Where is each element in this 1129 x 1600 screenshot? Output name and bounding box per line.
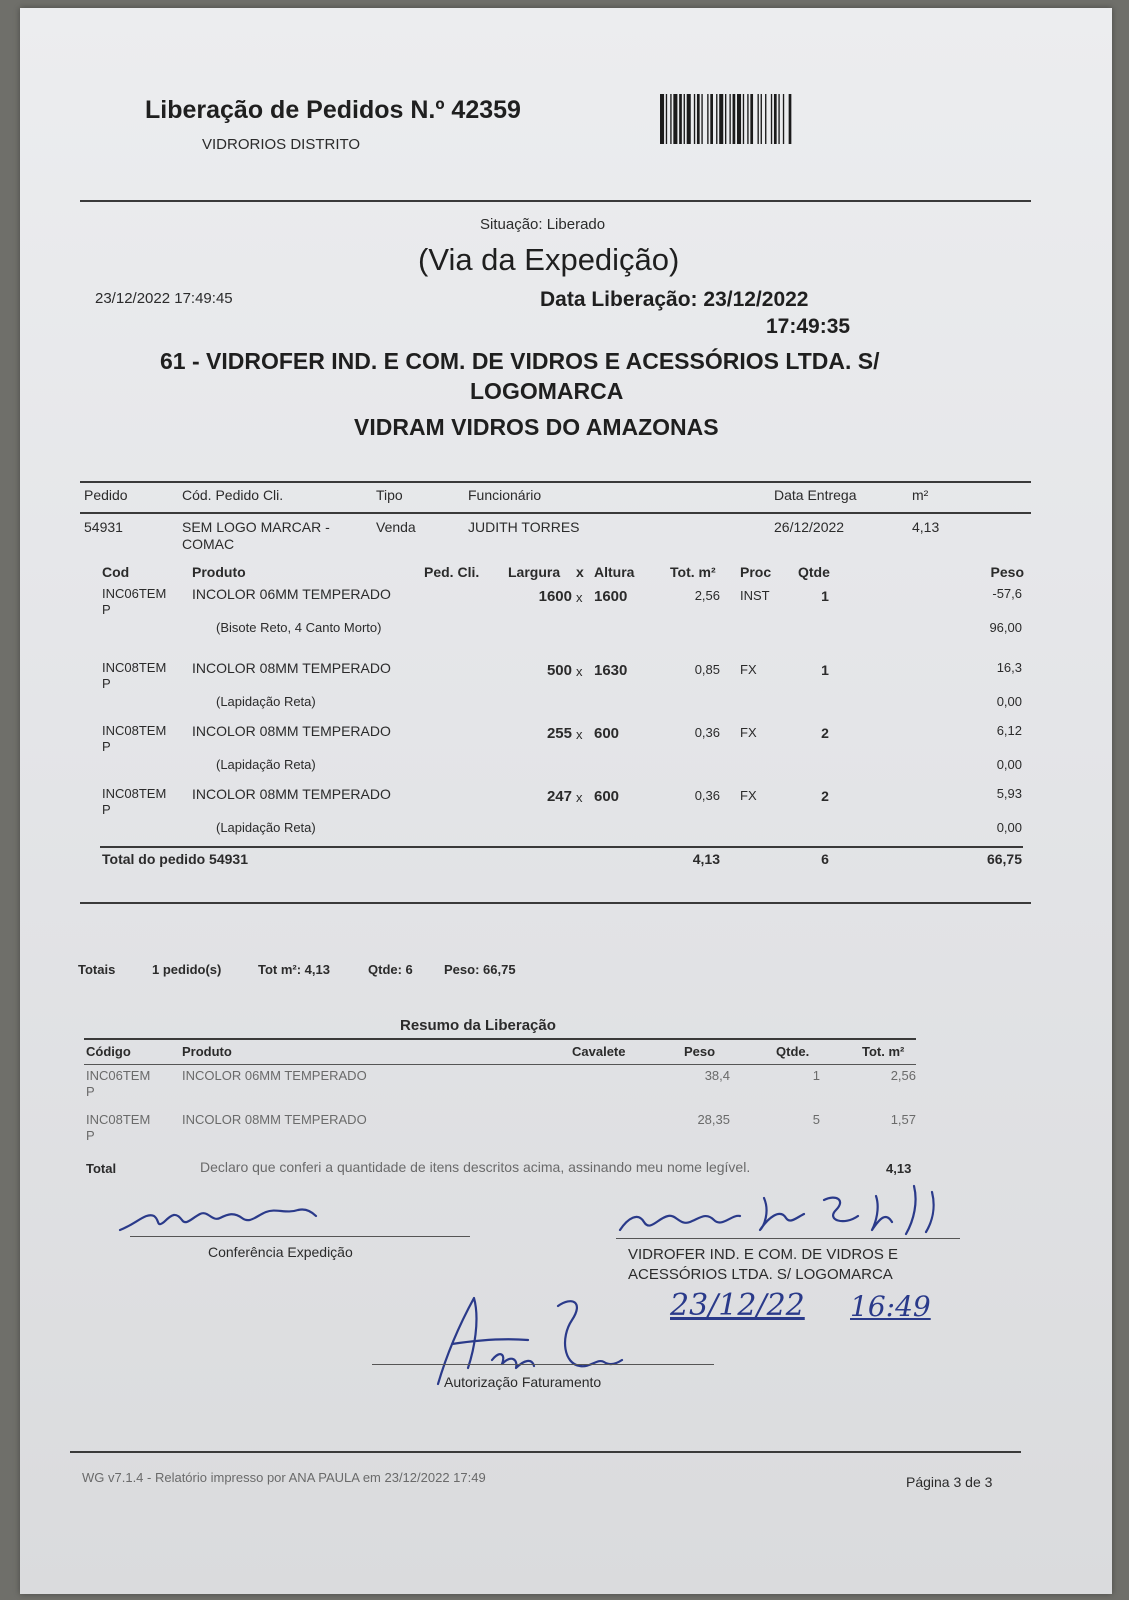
item-cod-suffix: P — [102, 676, 111, 691]
resumo-tot-m2: 1,57 — [890, 1112, 916, 1127]
divider — [80, 512, 1031, 514]
totals-m2: Tot m²: 4,13 — [258, 962, 330, 977]
barcode-bar — [774, 94, 777, 144]
item-peso2: 96,00 — [989, 620, 1022, 635]
barcode-bar — [778, 94, 779, 144]
resumo-produto: INCOLOR 08MM TEMPERADO — [182, 1112, 367, 1127]
barcode-bar — [789, 94, 792, 144]
item-largura: 1600 — [538, 588, 572, 605]
barcode-bar — [765, 94, 766, 144]
order-col-cod-cli: Cód. Pedido Cli. — [182, 487, 284, 503]
item-largura: 255 — [546, 725, 572, 742]
handwritten-date: 23/12/22 — [670, 1288, 805, 1323]
item-altura: 600 — [594, 725, 620, 742]
situacao-label: Situação: Liberado — [480, 216, 606, 233]
item-proc: INST — [740, 588, 770, 603]
resumo-produto: INCOLOR 06MM TEMPERADO — [182, 1068, 367, 1083]
barcode-bar — [666, 94, 667, 144]
resumo-col-codigo: Código — [86, 1044, 131, 1059]
order-col-tipo: Tipo — [376, 487, 403, 503]
company-name: VIDRORIOS DISTRITO — [202, 136, 361, 153]
data-liberacao: Data Liberação: 23/12/2022 — [540, 288, 809, 311]
item-proc: FX — [740, 662, 757, 677]
item-peso2: 0,00 — [996, 694, 1022, 709]
barcode-bar — [771, 94, 772, 144]
print-datetime: 23/12/2022 17:49:45 — [95, 290, 233, 307]
declaracao-text: Declaro que conferi a quantidade de itens descritos acima, assinando meu nome legível. — [200, 1159, 751, 1175]
item-produto: INCOLOR 08MM TEMPERADO — [192, 786, 391, 802]
footer-printed-by: WG v7.1.4 - Relatório impresso por ANA PAULA em 23/12/2022 17:49 — [82, 1470, 486, 1485]
item-processo: (Lapidação Reta) — [216, 694, 316, 709]
order-m2: 4,13 — [912, 519, 940, 535]
signature-cliente — [614, 1178, 954, 1242]
order-cod-cli-1: SEM LOGO MARCAR - — [182, 519, 330, 535]
signature-line — [130, 1236, 470, 1237]
barcode-bar — [660, 94, 664, 144]
item-largura: 500 — [546, 662, 572, 679]
resumo-qtde: 5 — [812, 1112, 820, 1127]
item-altura: 600 — [594, 788, 620, 805]
hora-liberacao: 17:49:35 — [766, 315, 851, 338]
item-x: x — [576, 664, 583, 679]
resumo-tot-m2: 2,56 — [890, 1068, 916, 1083]
item-cod: INC08TEM — [102, 660, 167, 675]
item-proc: FX — [740, 725, 757, 740]
item-col-cod: Cod — [102, 564, 130, 580]
item-x: x — [576, 790, 583, 805]
item-qtde: 1 — [821, 588, 829, 604]
resumo-col-cavalete: Cavalete — [572, 1044, 626, 1059]
item-col-peso: Peso — [990, 564, 1024, 580]
item-cod-suffix: P — [102, 739, 111, 754]
order-data-entrega: 26/12/2022 — [774, 519, 845, 535]
barcode-bar — [737, 94, 741, 144]
resumo-codigo: INC08TEM — [86, 1112, 151, 1127]
signature-autorizacao — [408, 1280, 638, 1388]
cliente-line-2: ACESSÓRIOS LTDA. S/ LOGOMARCA — [628, 1266, 893, 1283]
item-cod: INC08TEM — [102, 723, 167, 738]
item-peso2: 0,00 — [996, 820, 1022, 835]
resumo-col-tot-m2: Tot. m² — [862, 1044, 905, 1059]
order-tipo: Venda — [376, 519, 416, 535]
footer-page: Página 3 de 3 — [906, 1474, 993, 1490]
item-col-x: x — [576, 564, 584, 580]
item-cod-suffix: P — [102, 802, 111, 817]
divider — [100, 846, 1023, 848]
item-tot-m2: 0,85 — [694, 662, 720, 677]
item-processo: (Lapidação Reta) — [216, 757, 316, 772]
resumo-col-qtde: Qtde. — [776, 1044, 810, 1059]
item-tot-m2: 2,56 — [694, 588, 720, 603]
divider — [84, 1038, 916, 1040]
item-processo: (Bisote Reto, 4 Canto Morto) — [216, 620, 382, 635]
barcode-bar — [694, 94, 695, 144]
totals-label: Totais — [78, 962, 116, 977]
resumo-codigo: INC06TEM — [86, 1068, 151, 1083]
totals-pedidos: 1 pedido(s) — [152, 962, 222, 977]
divider — [84, 1064, 916, 1065]
barcode-bar — [761, 94, 762, 144]
order-total-label: Total do pedido 54931 — [102, 851, 248, 867]
barcode-bar — [687, 94, 691, 144]
signature-line — [372, 1364, 714, 1365]
handwritten-time: 16:49 — [850, 1290, 931, 1323]
signature-line — [616, 1238, 960, 1239]
order-total-m2: 4,13 — [692, 851, 720, 867]
item-col-qtde: Qtde — [798, 564, 830, 580]
barcode-bar — [701, 94, 702, 144]
divider — [70, 1451, 1021, 1453]
resumo-col-produto: Produto — [182, 1044, 232, 1059]
item-x: x — [576, 590, 583, 605]
item-peso2: 0,00 — [996, 757, 1022, 772]
item-proc: FX — [740, 788, 757, 803]
item-cod-suffix: P — [102, 602, 111, 617]
order-col-funcionario: Funcionário — [468, 487, 542, 503]
item-produto: INCOLOR 08MM TEMPERADO — [192, 723, 391, 739]
totals-peso: Peso: 66,75 — [444, 962, 516, 977]
item-col-tot-m2: Tot. m² — [670, 564, 716, 580]
item-peso: -57,6 — [992, 586, 1022, 601]
totals-qtde: Qtde: 6 — [368, 962, 413, 977]
item-altura: 1600 — [594, 588, 628, 605]
resumo-qtde: 1 — [812, 1068, 820, 1083]
item-cod: INC08TEM — [102, 786, 167, 801]
resumo-total-label: Total — [86, 1161, 117, 1176]
order-col-data-entrega: Data Entrega — [774, 487, 857, 503]
barcode-bar — [670, 94, 671, 144]
item-peso: 5,93 — [996, 786, 1022, 801]
item-produto: INCOLOR 06MM TEMPERADO — [192, 586, 391, 602]
barcode-bar — [747, 94, 748, 144]
barcode-bar — [733, 94, 736, 144]
barcode-bar — [679, 94, 682, 144]
item-processo: (Lapidação Reta) — [216, 820, 316, 835]
item-col-largura: Largura — [508, 564, 561, 580]
cliente-line-1: VIDROFER IND. E COM. DE VIDROS E — [628, 1246, 899, 1263]
item-altura: 1630 — [594, 662, 628, 679]
item-col-ped-cli: Ped. Cli. — [424, 564, 480, 580]
resumo-peso: 38,4 — [704, 1068, 730, 1083]
order-pedido: 54931 — [84, 519, 123, 535]
barcode-bar — [729, 94, 730, 144]
client-line-3: VIDRAM VIDROS DO AMAZONAS — [354, 414, 719, 440]
via-label: (Via da Expedição) — [418, 242, 680, 277]
item-produto: INCOLOR 08MM TEMPERADO — [192, 660, 391, 676]
barcode-bar — [758, 94, 759, 144]
order-col-pedido: Pedido — [84, 487, 128, 503]
item-peso: 6,12 — [996, 723, 1022, 738]
resumo-col-peso: Peso — [684, 1044, 716, 1059]
divider — [80, 200, 1031, 202]
barcode-bar — [707, 94, 708, 144]
barcode-bar — [750, 94, 753, 144]
signature-conferencia — [116, 1194, 326, 1238]
autorizacao-label: Autorização Faturamento — [444, 1374, 602, 1390]
item-col-altura: Altura — [594, 564, 635, 580]
resumo-codigo-suffix: P — [86, 1128, 95, 1143]
item-col-produto: Produto — [192, 564, 246, 580]
item-tot-m2: 0,36 — [694, 725, 720, 740]
barcode-bar — [697, 94, 700, 144]
barcode-bar — [710, 94, 713, 144]
barcode-bar — [716, 94, 717, 144]
order-col-m2: m² — [912, 487, 929, 503]
resumo-total-m2: 4,13 — [886, 1161, 912, 1176]
barcode-bar — [684, 94, 685, 144]
divider — [80, 902, 1031, 904]
resumo-peso: 28,35 — [697, 1112, 730, 1127]
barcode-bar — [719, 94, 723, 144]
client-line-1: 61 - VIDROFER IND. E COM. DE VIDROS E ACESSÓRIOS LTDA. S/ — [160, 348, 880, 374]
order-cod-cli-2: COMAC — [182, 536, 235, 552]
item-cod: INC06TEM — [102, 586, 167, 601]
item-qtde: 2 — [821, 788, 829, 804]
barcode-icon — [658, 92, 828, 146]
order-funcionario: JUDITH TORRES — [468, 519, 580, 535]
client-line-2: LOGOMARCA — [470, 378, 624, 404]
barcode-bar — [725, 94, 726, 144]
item-qtde: 1 — [821, 662, 829, 678]
document-page — [20, 8, 1112, 1594]
order-total-peso: 66,75 — [986, 851, 1022, 867]
item-largura: 247 — [546, 788, 572, 805]
item-peso: 16,3 — [996, 660, 1022, 675]
resumo-title: Resumo da Liberação — [400, 1017, 556, 1034]
conferencia-label: Conferência Expedição — [208, 1244, 353, 1260]
item-tot-m2: 0,36 — [694, 788, 720, 803]
barcode-bar — [743, 94, 744, 144]
divider — [80, 481, 1031, 483]
item-x: x — [576, 727, 583, 742]
barcode-bar — [783, 94, 784, 144]
barcode-bar — [673, 94, 677, 144]
resumo-codigo-suffix: P — [86, 1084, 95, 1099]
item-qtde: 2 — [821, 725, 829, 741]
item-col-proc: Proc — [740, 564, 772, 580]
document-title: Liberação de Pedidos N.º 42359 — [145, 96, 521, 124]
order-total-qtde: 6 — [821, 851, 829, 867]
